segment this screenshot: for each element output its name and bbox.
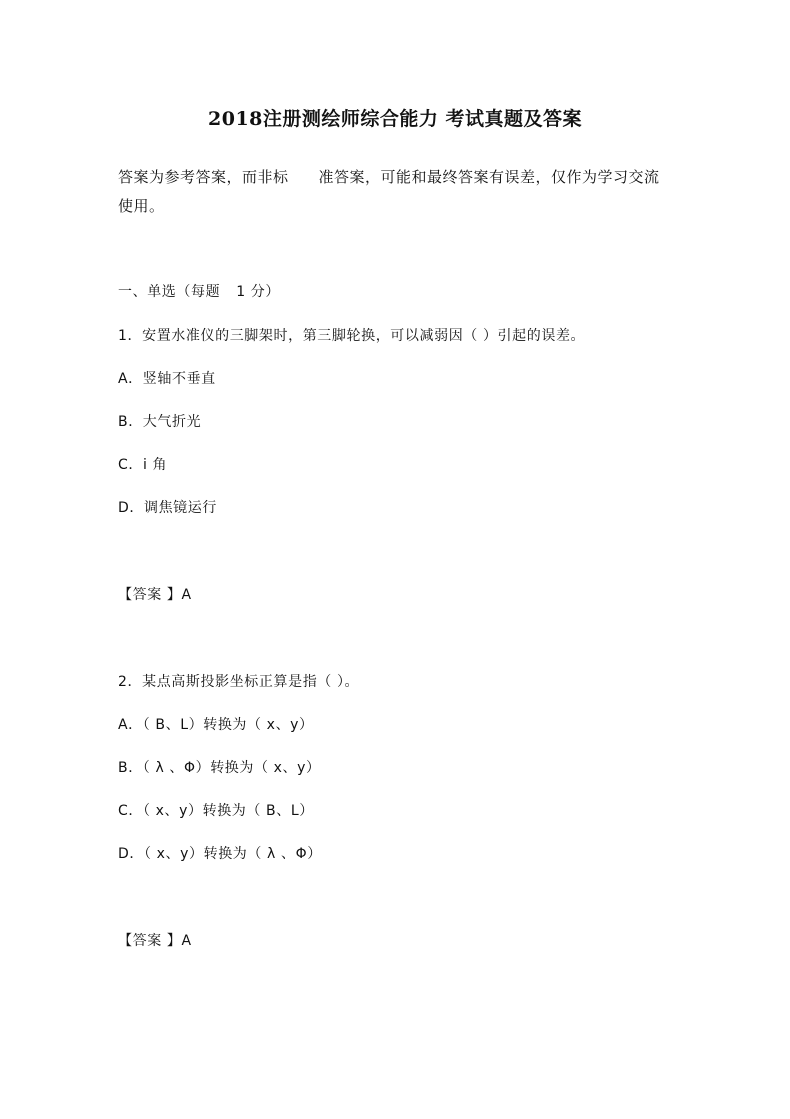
- intro-text-part2: 准答案，可能和最终答案有误差，仅作为学习交流: [318, 168, 660, 186]
- question-1-option-d: D．调焦镜运行: [118, 500, 217, 516]
- answer-label: 【答案 】: [118, 933, 182, 949]
- section-heading-b: 1 分）: [236, 284, 280, 300]
- question-1-stem: 1．安置水准仪的三脚架时，第三脚轮换，可以减弱因（ ）引起的误差。: [118, 328, 586, 344]
- question-1-answer: [118, 584, 192, 604]
- question-2-stem: 2．某点高斯投影坐标正算是指（ ）。: [118, 674, 360, 690]
- answer-value: A: [181, 587, 192, 603]
- answer-value: A: [181, 933, 192, 949]
- intro-paragraph: [118, 163, 678, 221]
- question-2-option-d: D．（ x、y）转换为（ λ 、Φ）: [118, 846, 322, 862]
- question-2-option-c: C．（ x、y）转换为（ B、L）: [118, 803, 314, 819]
- question-1-option-c: C．i 角: [118, 457, 168, 473]
- answer-label: 【答案 】: [118, 587, 182, 603]
- question-2-option-a: A．（ B、L）转换为（ x、y）: [118, 717, 314, 733]
- question-1-option-a: A．竖轴不垂直: [118, 371, 216, 387]
- section-heading-a: 一、单选（每题: [118, 284, 221, 300]
- question-2-answer: [118, 930, 192, 950]
- question-1-option-b: B．大气折光: [118, 414, 202, 430]
- question-2-option-b: B．（ λ 、Φ）转换为（ x、y）: [118, 760, 321, 776]
- intro-text-part1: 答案为参考答案，而非标: [118, 168, 289, 186]
- intro-text-part3: 使用。: [118, 197, 165, 215]
- page-title: 2018注册测绘师综合能力 考试真题及答案: [208, 108, 582, 130]
- section-heading: [118, 281, 280, 301]
